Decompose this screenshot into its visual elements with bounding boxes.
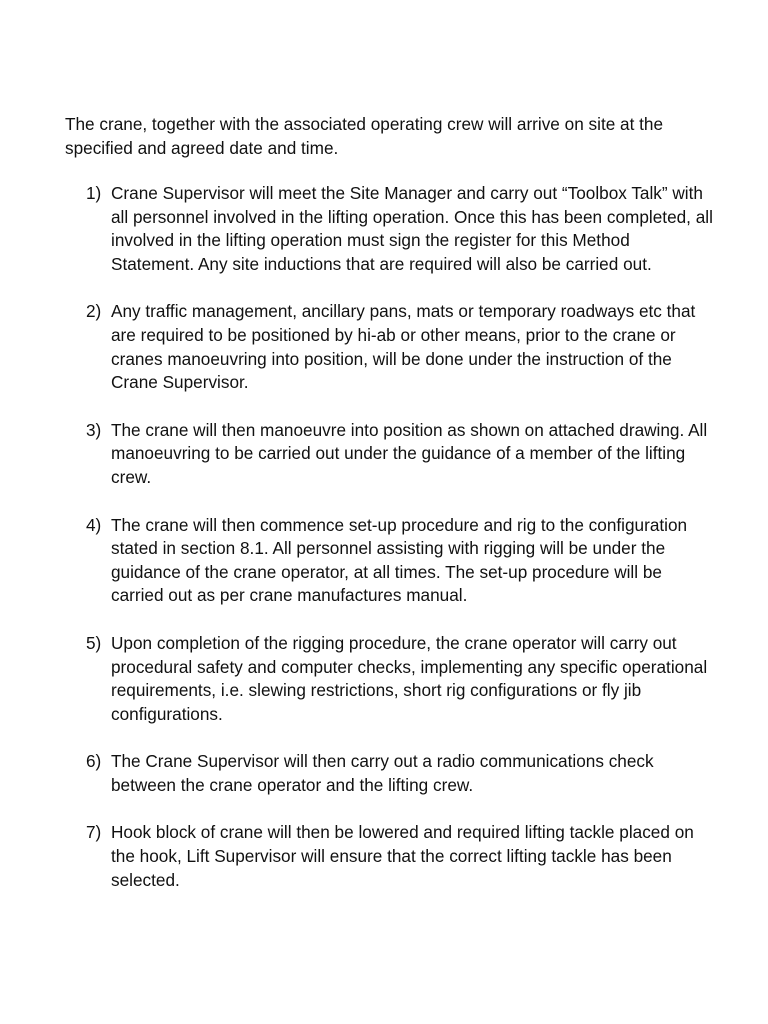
step-text: The crane will then commence set-up procedure and rig to the configuration stated in section 8.1. All personnel assisting with rigging will be under the guidance of the crane operator, at all times. The set-up procedure will be carried out as per crane manufactures manual. <box>111 514 688 606</box>
step-number: 3) <box>86 419 102 440</box>
step-number: 6) <box>86 751 102 772</box>
step-number: 2) <box>86 301 102 322</box>
intro-paragraph: The crane, together with the associated operating crew will arrive on site at the specified and agreed date and time. <box>65 114 664 158</box>
step-text: Crane Supervisor will meet the Site Manager and carry out “Toolbox Talk” with all personnel involved in the lifting operation. Once this has been completed, all involved in the lifting operation must sign the register for this Method Statement. Any site inductions that are required will also be carried out. <box>111 183 713 274</box>
procedure-step <box>86 821 716 892</box>
step-number: 7) <box>86 822 102 843</box>
step-number: 1) <box>86 183 102 203</box>
step-text: The crane will then manoeuvre into position as shown on attached drawing. All manoeuvring to be carried out under the guidance of a member of the lifting crew. <box>111 419 708 487</box>
procedure-step <box>86 419 716 490</box>
step-text: Upon completion of the rigging procedure, the crane operator will carry out procedural safety and computer checks, implementing any specific operational requirements, i.e. slewing restrictions, short rig configurations or fly jib configurations. <box>111 632 708 724</box>
procedure-step <box>86 514 716 608</box>
step-number: 4) <box>86 514 102 535</box>
procedure-step <box>86 632 716 726</box>
step-number: 5) <box>86 632 102 653</box>
procedure-steps-list <box>86 182 716 916</box>
procedure-step <box>86 182 716 276</box>
procedure-step <box>86 750 716 797</box>
procedure-step <box>86 300 716 394</box>
step-text: Any traffic management, ancillary pans, mats or temporary roadways etc that are required to be positioned by hi-ab or other means, prior to the crane or cranes manoeuvring into position, will be done under the instruction of the Crane Supervisor. <box>111 301 696 393</box>
step-text: The Crane Supervisor will then carry out a radio communications check between the crane operator and the lifting crew. <box>111 751 654 795</box>
step-text: Hook block of crane will then be lowered and required lifting tackle placed on the hook, Lift Supervisor will ensure that the correct lifting tackle has been selected. <box>111 822 694 890</box>
